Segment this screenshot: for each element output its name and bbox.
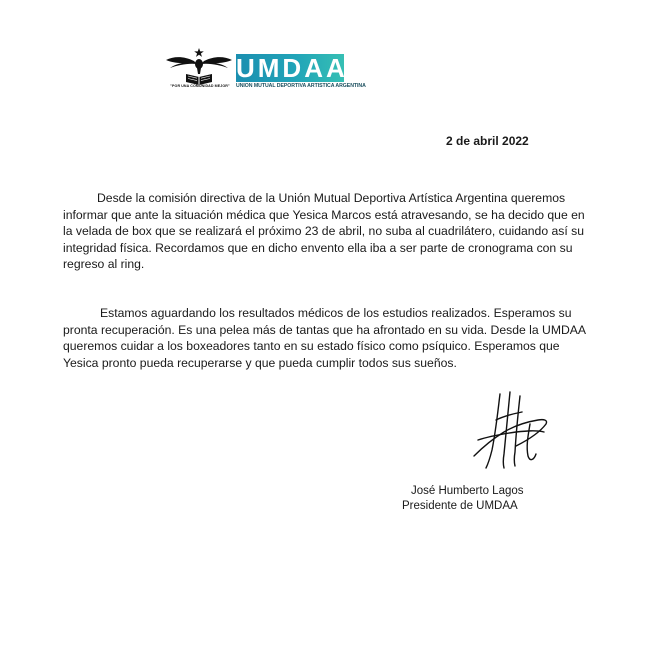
paragraph-line: integridad física. Recordamos que en dicho envento ella iba a ser parte de cronograma con su xyxy=(63,240,573,255)
paragraph-line: Desde la comisión directiva de la Unión Mutual Deportiva Artística Argentina queremos xyxy=(97,191,566,205)
body-paragraph-1 xyxy=(63,190,583,273)
paragraph-line: Estamos aguardando los resultados médicos de los estudios realizados. Esperamos su xyxy=(100,306,572,320)
signatory-role: Presidente de UMDAA xyxy=(402,500,518,512)
paragraph-line: informar que ante la situación médica que Yesica Marcos está atravesando, se ha decido que en xyxy=(63,207,585,222)
paragraph-line: queremos cuidar a los boxeadores tanto en su estado físico como psíquico. Esperamos que xyxy=(63,339,560,354)
body-paragraph-2 xyxy=(63,305,587,371)
paragraph-line: pronta recuperación. Es una pelea más de tantas que ha afrontado en su vida. Desde la UMDAA xyxy=(63,322,587,337)
paragraph-line: regreso al ring. xyxy=(63,257,145,272)
paragraph-line: la velada de box que se realizará el próximo 23 de abril, no suba al cuadrilátero, cuidando así su xyxy=(63,224,584,239)
emblem-motto: "POR UNA COMUNIDAD MEJOR" xyxy=(170,84,230,88)
letter-date: 2 de abril 2022 xyxy=(446,134,529,148)
handwritten-signature xyxy=(470,390,550,472)
paragraph-line: Yesica pronto pueda recuperarse y que pueda cumplir todos sus sueños. xyxy=(63,355,457,370)
signatory-name: José Humberto Lagos xyxy=(411,485,524,497)
logo-subtitle: UNION MUTUAL DEPORTIVA ARTISTICA ARGENTINA xyxy=(236,83,366,89)
umdaa-wordmark-logo: UMDAA xyxy=(236,53,348,83)
